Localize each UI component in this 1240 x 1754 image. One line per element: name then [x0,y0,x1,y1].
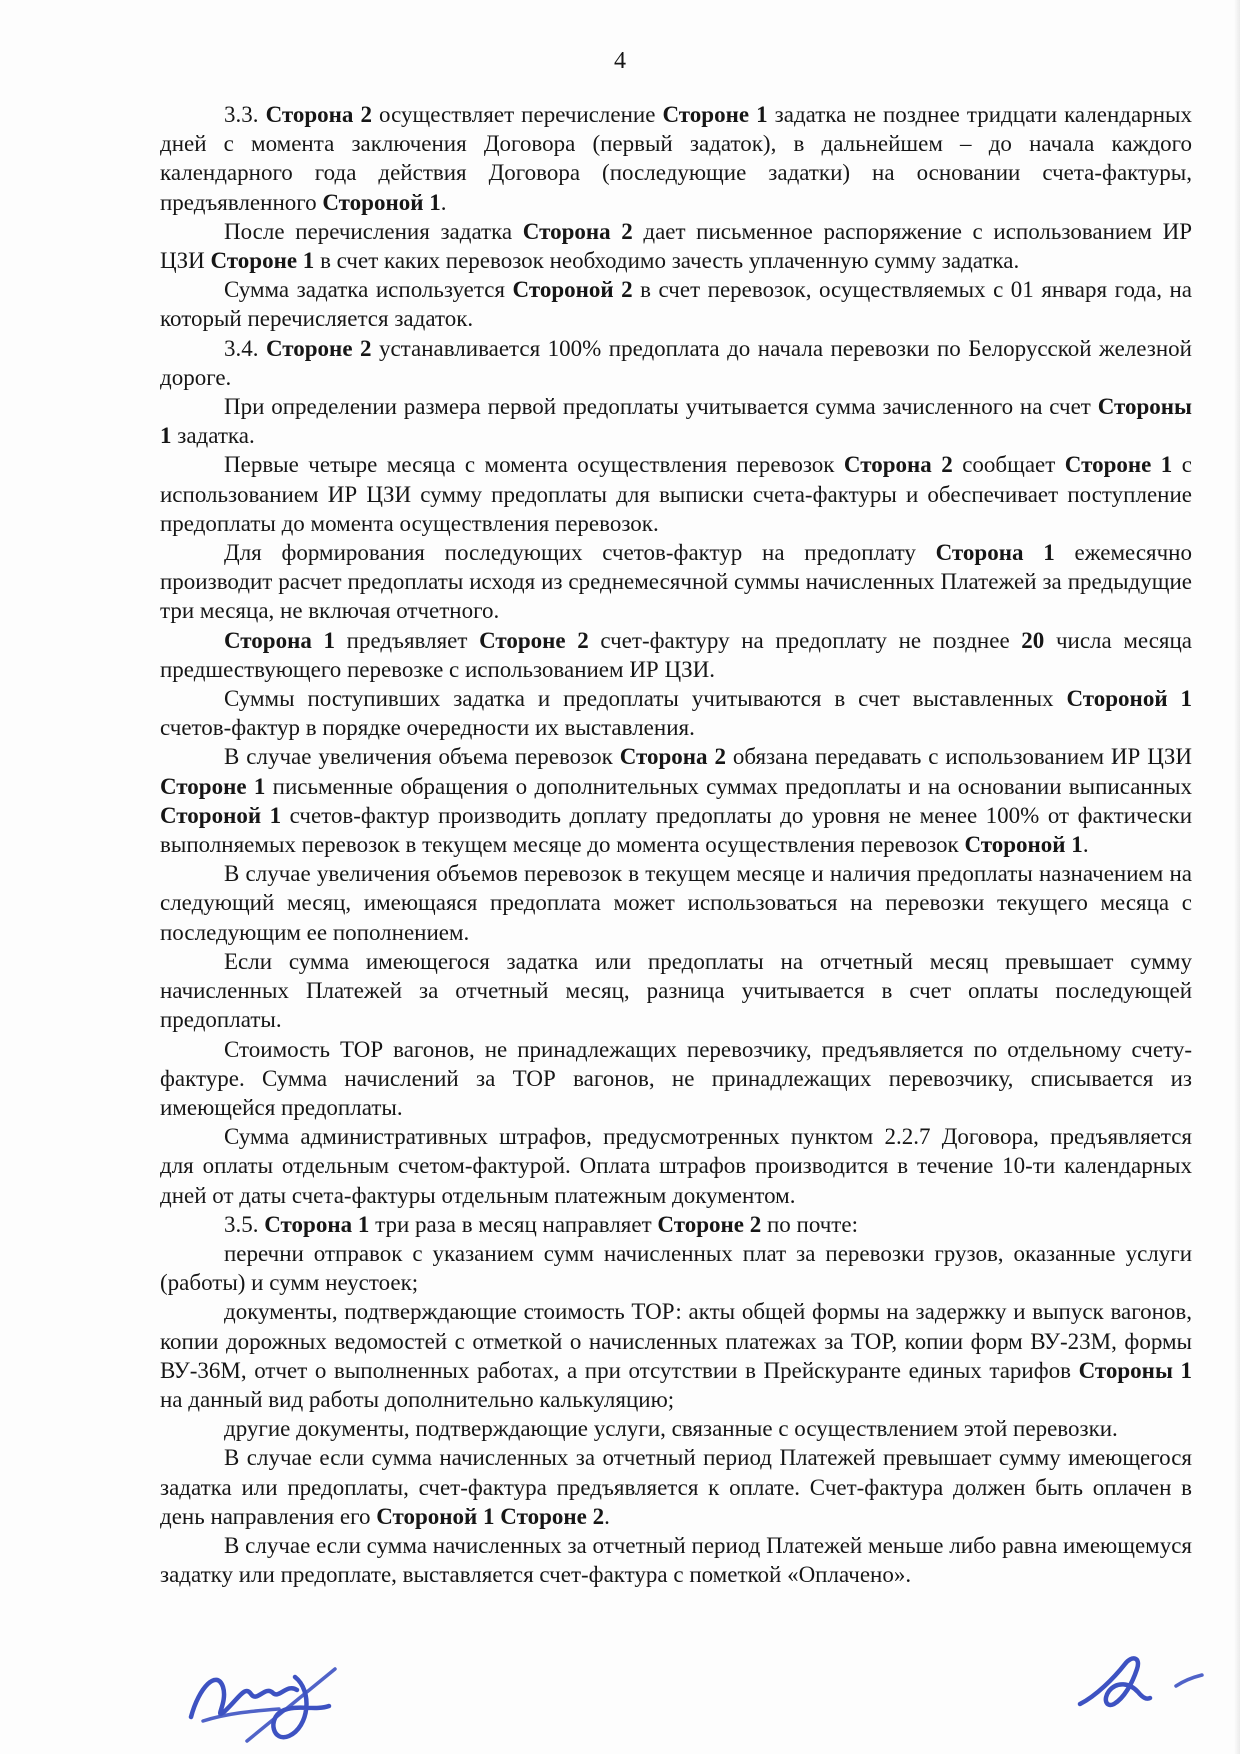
text-run: счетов-фактур в порядке очередности их выставления. [160,715,695,741]
party-term-bold: Сторона 1 [264,1211,370,1237]
party-term-bold: Стороны 1 [1078,1357,1192,1383]
text-run: 3.4. [224,335,266,361]
paragraph [160,334,1192,392]
party-term-bold: Сторона 1 [224,627,335,653]
party-term-bold: 20 [1021,627,1045,653]
paragraph [160,742,1192,859]
party-term-bold: Стороне 2 [657,1211,762,1237]
text-run: 3.5. [224,1211,265,1237]
text-run: в счет перевозок, осуществляемых с 01 января года, на который перечисляется задаток. [160,277,1192,332]
party-term-bold: Стороной 1 [1066,686,1192,712]
party-term-bold: Стороны 1 [160,394,1192,449]
text-run: Сумма задатка используется [224,277,513,303]
party-term-bold: Стороне 1 [662,102,768,127]
text-run: задатка. [171,423,255,449]
paragraph [160,1239,1192,1297]
paragraph [160,100,1192,217]
text-run: В случае если сумма начисленных за отчетный период Платежей превышает сумму имеющегося задатка или предоплаты, счет-фактура предъявляется к оплате. Счет-фактура должен быть оплачен в день направления его [160,1445,1192,1529]
text-run: осуществляет перечисление [371,102,663,127]
document-body [160,100,1192,1589]
text-run: предъявляет [335,627,480,653]
party-term-bold: Сторона 1 [935,540,1055,566]
text-run: 3.3. [224,102,266,127]
paragraph [160,626,1192,684]
text-run: Первые четыре месяца с момента осуществления перевозок [224,452,844,478]
text-run: При определении размера первой предоплаты учитывается сумма зачисленного на счет [224,394,1098,420]
text-run: Стоимость ТОР вагонов, не принадлежащих перевозчику, предъявляется по отдельному счету-фактуре. Сумма начислений за ТОР вагонов, не принадлежащих перевозчику, списывается из имеющейся предоплаты. [160,1036,1192,1120]
text-run: числа месяца предшествующего перевозке с использованием ИР ЦЗИ. [160,627,1192,682]
text-run: . [1082,832,1089,858]
paragraph [160,1122,1192,1210]
text-run: другие документы, подтверждающие услуги, связанные с осуществлением этой перевозки. [224,1416,1118,1442]
text-run: . [604,1503,610,1529]
paragraph [160,684,1192,742]
text-run: обязана передавать с использованием ИР ЦЗИ [725,744,1192,770]
paragraph [160,947,1192,1035]
party-term-bold: Стороне 2 [265,335,372,361]
party-term-bold: Стороне 1 [210,248,315,274]
party-term-bold: Стороной 1 Стороне 2 [376,1503,605,1529]
party-term-bold: Стороне 1 [160,773,266,799]
text-run: задатка не позднее тридцати календарных дней с момента заключения Договора (первый задаток), в дальнейшем – до начала каждого календарного года действия Договора (последующие задатки) на основании счета-фактуры, предъявленного [160,102,1192,215]
text-run: по почте: [761,1211,858,1237]
text-run: В случае увеличения объемов перевозок в текущем месяце и наличия предоплаты назначением на следующий месяц, имеющаяся предоплата может использоваться на перевозки текущего месяца с последующим ее пополнением. [160,861,1192,945]
page-number: 4 [614,48,626,74]
text-run: В случае увеличения объема перевозок [224,744,620,770]
paragraph [160,1443,1192,1531]
paragraph [160,538,1192,626]
initials-ink-right [1068,1648,1213,1723]
text-run: документы, подтверждающие стоимость ТОР: акты общей формы на задержку и выпуск вагонов, копии дорожных ведомостей с отметкой о начисленных платежах за ТОР, копии форм ВУ-23М, формы ВУ-36М, отчет о выполненных работах, а при отсутствии в Прейскуранте единых тарифов [160,1299,1192,1383]
text-run: Сумма административных штрафов, предусмотренных пунктом 2.2.7 Договора, предъявляется для оплаты отдельным счетом-фактурой. Оплата штрафов производится в течение 10-ти календарных дней от даты счета-фактуры отдельным платежным документом. [160,1124,1192,1208]
text-run: счетов-фактур производить доплату предоплаты до уровня не менее 100% от фактически выполняемых перевозок в текущем месяце до момента осуществления перевозок [160,802,1192,858]
party-term-bold: Стороне 1 [1064,452,1173,478]
text-run: Для формирования последующих счетов-фактур на предоплату [224,540,936,566]
paragraph [160,217,1192,275]
party-term-bold: Стороной 1 [964,832,1083,858]
text-run: устанавливается 100% предоплата до начала перевозки по Белорусской железной дороге. [160,335,1192,390]
text-run: на данный вид работы дополнительно калькуляцию; [160,1386,675,1412]
signature-ink-left [183,1643,358,1748]
text-run: Если сумма имеющегося задатка или предоплаты на отчетный месяц превышает сумму начисленных Платежей за отчетный месяц, разница учитывается в счет оплаты последующей предоплаты. [160,948,1192,1033]
text-run: письменные обращения о дополнительных суммах предоплаты и на основании выписанных [265,773,1193,799]
paragraph [160,450,1192,538]
paragraph [160,275,1192,333]
paragraph [160,1414,1192,1443]
text-run: . [440,189,447,215]
party-term-bold: Сторона 2 [265,102,372,127]
paragraph [160,1035,1192,1123]
paragraph [160,1210,1192,1239]
text-run: счет-фактуру на предоплату не позднее [588,627,1022,653]
paragraph [160,859,1192,947]
party-term-bold: Стороной 1 [322,189,441,215]
text-run: сообщает [952,452,1065,478]
party-term-bold: Сторона 2 [522,218,633,244]
paragraph [160,392,1192,450]
text-run: В случае если сумма начисленных за отчетный период Платежей меньше либо равна имеющемуся задатку или предоплате, выставляется счет-фактура с пометкой «Оплачено». [160,1532,1192,1588]
text-run: перечни отправок с указанием сумм начисленных плат за перевозки грузов, оказанные услуги (работы) и сумм неустоек; [160,1240,1192,1296]
text-run: Суммы поступивших задатка и предоплаты учитываются в счет выставленных [224,686,1067,712]
text-run: После перечисления задатка [224,218,523,244]
party-term-bold: Сторона 2 [843,452,953,478]
text-run: ежемесячно производит расчет предоплаты исходя из среднемесячной суммы начисленных Платежей за предыдущие три месяца, не включая отчетного. [160,540,1192,624]
paragraph [160,1531,1192,1589]
text-run: три раза в месяц направляет [369,1211,658,1237]
party-term-bold: Стороне 2 [479,627,589,653]
text-run: в счет каких перевозок необходимо зачесть уплаченную сумму задатка. [314,248,1020,274]
party-term-bold: Стороной 2 [512,277,633,303]
party-term-bold: Стороной 1 [160,802,282,828]
party-term-bold: Сторона 2 [619,744,726,770]
text-run: дает письменное распоряжение с использованием ИР ЦЗИ [160,218,1192,274]
text-run: с использованием ИР ЦЗИ сумму предоплаты для выписки счета-фактуры и обеспечивает поступление предоплаты до момента осуществления перевозок. [160,452,1192,536]
paragraph [160,1297,1192,1414]
